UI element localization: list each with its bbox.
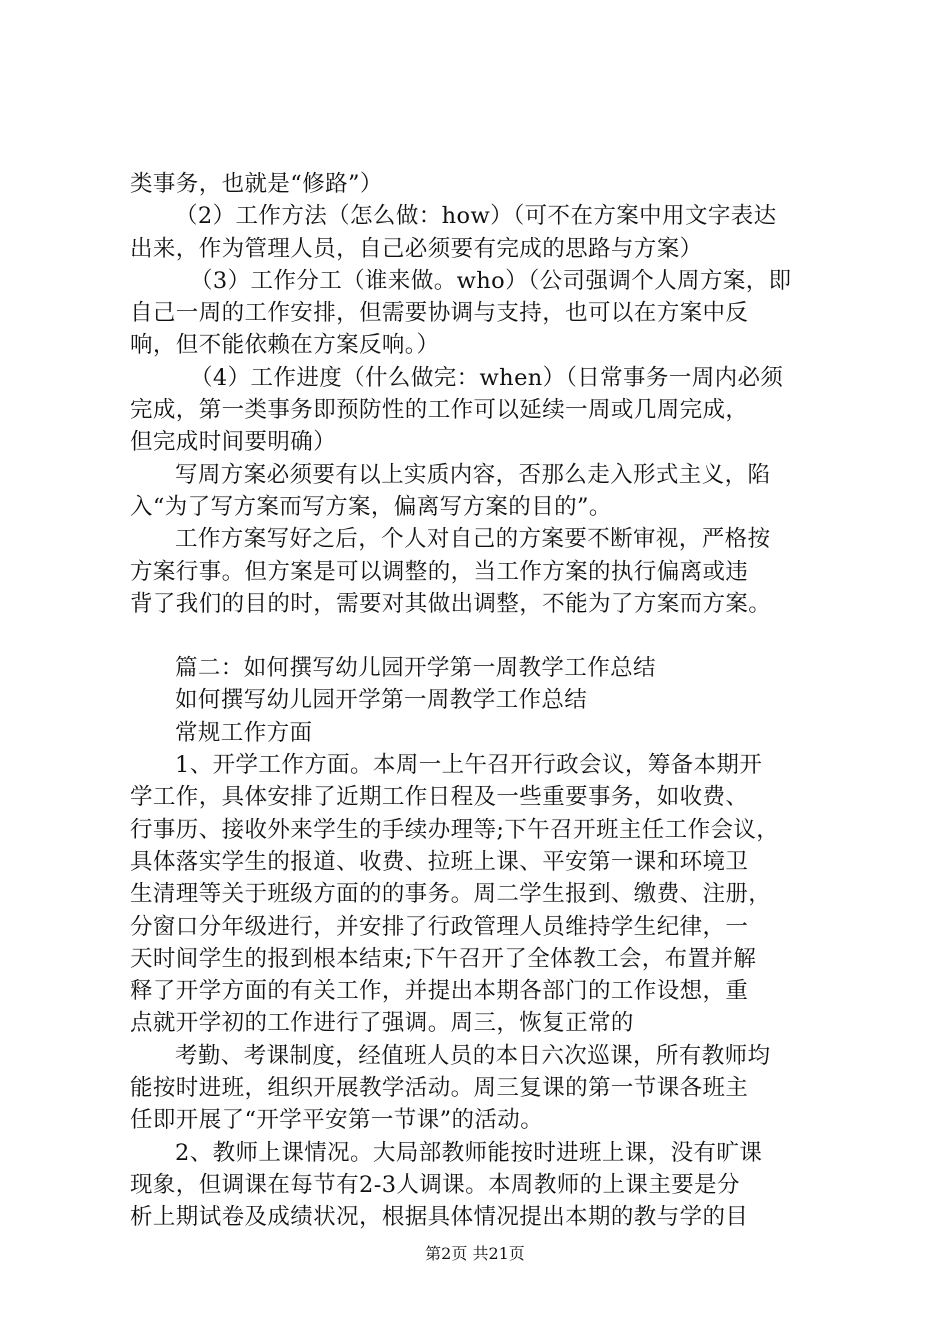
text-line: 但完成时间要明确） xyxy=(130,429,337,456)
text-line: 释了开学方面的有关工作，并提出本期各部门的工作设想，重 xyxy=(130,978,749,1005)
section-subtitle: 如何撰写幼儿园开学第一周教学工作总结 xyxy=(175,687,588,714)
text-line: 自己一周的工作安排，但需要协调与支持，也可以在方案中反 xyxy=(130,300,749,327)
text-line: 方案行事。但方案是可以调整的，当工作方案的执行偏离或违 xyxy=(130,558,749,585)
text-line: （4）工作进度（什么做完：when）（日常事务一周内必须 xyxy=(190,364,784,391)
page-number-footer: 第2页 共21页 xyxy=(425,1244,525,1263)
text-line: 响，但不能依赖在方案反响。） xyxy=(130,332,440,359)
text-line: （2）工作方法（怎么做：how）（可不在方案中用文字表达 xyxy=(175,203,777,230)
text-line: 2、教师上课情况。大局部教师能按时进班上课，没有旷课 xyxy=(175,1139,763,1166)
text-line: 类事务，也就是“修路”） xyxy=(130,171,383,197)
text-line: 生清理等关于班级方面的的事务。周二学生报到、缴费、注册， xyxy=(130,881,772,908)
text-line: （3）工作分工（谁来做。who）（公司强调个人周方案，即 xyxy=(190,267,792,294)
text-line: 考勤、考课制度，经值班人员的本日六次巡课，所有教师均 xyxy=(175,1042,771,1069)
text-line: 学工作，具体安排了近期工作日程及一些重要事务，如收费、 xyxy=(130,784,749,811)
text-line: 任即开展了“开学平安第一节课”的活动。 xyxy=(130,1107,544,1134)
text-line: 分窗口分年级进行，并安排了行政管理人员维持学生纪律，一 xyxy=(130,913,749,940)
text-line: 行事历、接收外来学生的手续办理等;下午召开班主任工作会议， xyxy=(130,816,780,843)
text-line: 现象，但调课在每节有2-3人调课。本周教师的上课主要是分 xyxy=(130,1171,740,1198)
text-line: 点就开学初的工作进行了强调。周三，恢复正常的 xyxy=(130,1010,634,1037)
text-line: 工作方案写好之后，个人对自己的方案要不断审视，严格按 xyxy=(175,526,771,553)
text-line: 能按时进班，组织开展教学活动。周三复课的第一节课各班主 xyxy=(130,1075,749,1102)
paragraph-gap xyxy=(130,620,845,652)
text-line: 析上期试卷及成绩状况，根据具体情况提出本期的教与学的目 xyxy=(130,1204,749,1231)
text-line: 天时间学生的报到根本结束;下午召开了全体教工会，布置并解 xyxy=(130,945,757,972)
text-line: 出来，作为管理人员，自己必须要有完成的思路与方案） xyxy=(130,235,703,262)
section-title: 篇二：如何撰写幼儿园开学第一周教学工作总结 xyxy=(175,655,656,682)
text-line: 具体落实学生的报道、收费、拉班上课、平安第一课和环境卫 xyxy=(130,848,749,875)
text-line: 写周方案必须要有以上实质内容，否那么走入形式主义，陷 xyxy=(175,461,771,488)
text-line: 1、开学工作方面。本周一上午召开行政会议，筹备本期开 xyxy=(175,752,763,779)
document-body xyxy=(130,168,845,1234)
text-line: 背了我们的目的时，需要对其做出调整，不能为了方案而方案。 xyxy=(130,590,772,617)
text-line: 入“为了写方案而写方案，偏离写方案的目的”。 xyxy=(130,493,612,520)
text-line: 完成，第一类事务即预防性的工作可以延续一周或几周完成， xyxy=(130,397,749,424)
section-heading: 常规工作方面 xyxy=(175,719,313,746)
